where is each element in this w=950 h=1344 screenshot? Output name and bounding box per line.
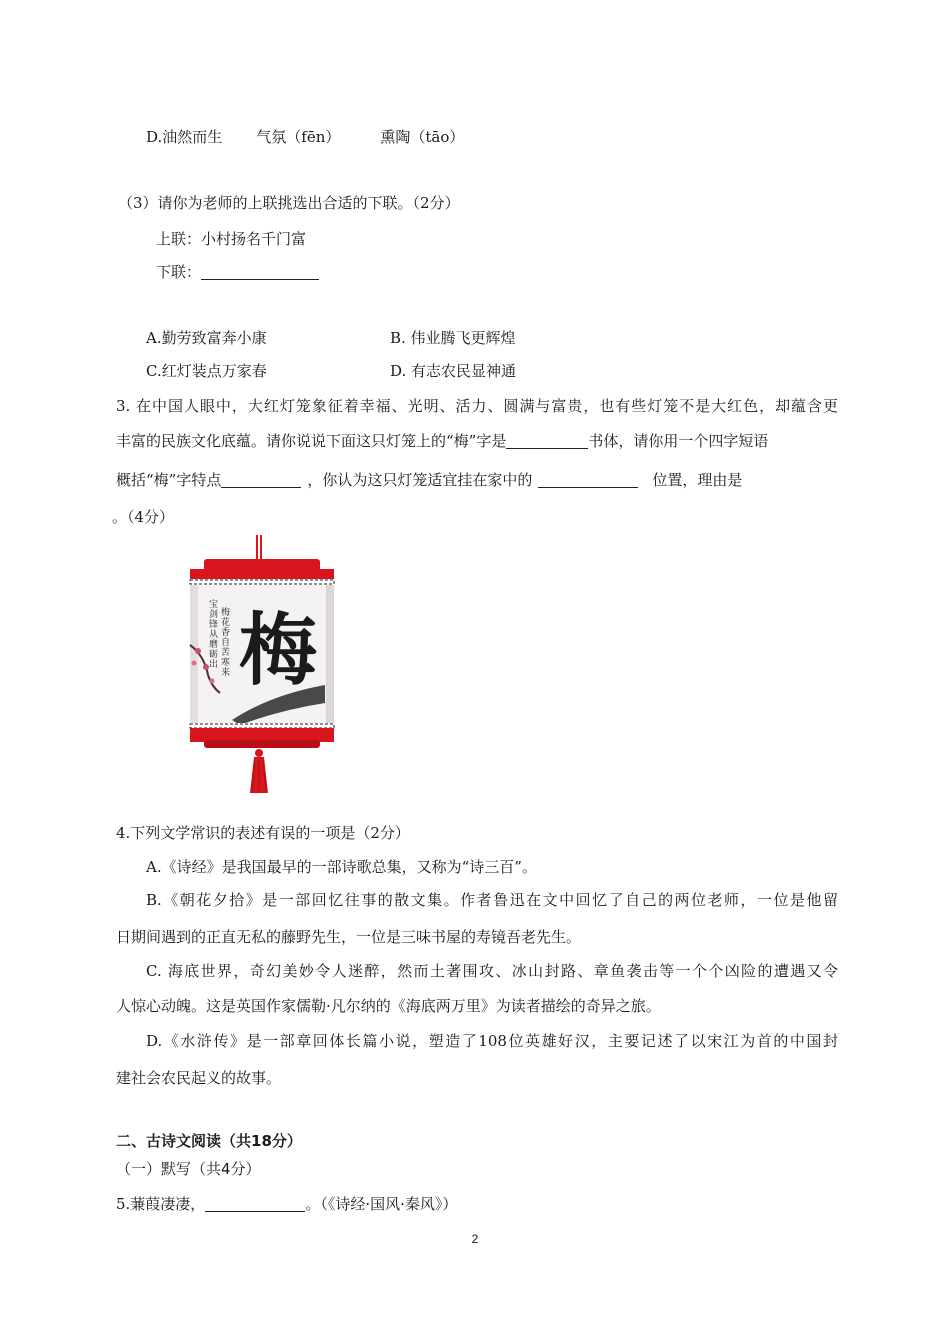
q4-option-d-line1: D.《水浒传》是一部章回体长篇小说，塑造了108位英雄好汉，主要记述了以宋江为首的中国封 [146,1032,838,1050]
lantern-character: 梅 [238,605,318,696]
q2-3-answer-blank[interactable] [201,264,319,280]
q3-feature-blank[interactable] [221,472,301,488]
q3-line3-text-c: 位置，理由是 [652,471,743,489]
q5-line [116,1194,457,1214]
q3-line3-text-a: 概括“梅”字特点 [116,471,222,489]
lantern-image [120,535,400,797]
prev-option-d-word2: 气氛（fēn） [256,128,341,146]
prev-option-d-word1: D.油然而生 [146,128,223,146]
q2-3-option-a: A.勤劳致富奔小康 [146,329,267,347]
q4-option-d-line2: 建社会农民起义的故事。 [116,1069,282,1087]
q3-line2 [116,431,768,451]
q5-answer-blank[interactable] [205,1196,305,1212]
q3-line2-text-a: 丰富的民族文化底蕴。请你说说下面这只灯笼上的“梅”字是 [116,432,507,450]
q2-3-option-b: B. 伟业腾飞更辉煌 [390,329,516,347]
page-number: 2 [471,1232,479,1246]
q3-line4: 。（4分） [112,508,175,526]
q3-line3-text-b: ，你认为这只灯笼适宜挂在家中的 [307,471,533,489]
q2-3-option-d: D. 有志农民显神通 [390,362,517,380]
q4-option-b-line1: B.《朝花夕拾》是一部回忆往事的散文集。作者鲁迅在文中回忆了自己的两位老师，一位是他留 [146,891,838,909]
lantern-verse-col2: 梅花香自苦寒来 [219,607,229,677]
lantern-bottom-cap [190,728,334,742]
q3-style-blank[interactable] [506,433,588,449]
q2-3-prompt: （3）请你为老师的上联挑选出合适的下联。（2分） [118,194,460,212]
q4-prompt: 4.下列文学常识的表述有误的一项是（2分） [116,824,410,842]
q3-line3 [116,470,742,490]
prev-option-d-word3: 熏陶（tāo） [380,128,465,146]
section2-heading: 二、古诗文阅读（共18分） [116,1132,302,1150]
lantern-verse-col1: 宝剑锋从磨砺出 [207,599,217,669]
q4-option-a: A.《诗经》是我国最早的一部诗歌总集，又称为“诗三百”。 [146,858,537,876]
prev-option-d [146,127,464,147]
q3-position-blank[interactable] [538,472,638,488]
q5-text-b: 。（《诗经·国风·秦风》） [305,1195,458,1213]
q4-option-c-line1: C. 海底世界，奇幻美妙令人迷醉，然而土著围攻、冰山封路、章鱼袭击等一个个凶险的遭遇又令 [146,962,838,980]
q2-3-option-c: C.红灯装点万家春 [146,362,267,380]
q2-3-upper-line: 上联：小村扬名千门富 [156,230,307,248]
q2-3-lower-line [156,262,319,282]
q3-line2-text-b: 书体，请你用一个四字短语 [588,432,769,450]
q3-line1: 3. 在中国人眼中，大红灯笼象征着幸福、光明、活力、圆满与富贵，也有些灯笼不是大红色，却蕴含更 [116,397,838,415]
q2-3-lower-line-label: 下联： [156,263,202,281]
q4-option-b-line2: 日期间遇到的正直无私的藤野先生，一位是三味书屋的寿镜吾老先生。 [116,928,582,946]
q4-option-c-line2: 人惊心动魄。这是英国作家儒勒·凡尔纳的《海底两万里》为读者描绘的奇异之旅。 [116,997,661,1015]
q5-text-a: 5.蒹葭凄凄， [116,1195,206,1213]
section2-subheading: （一）默写（共4分） [116,1160,261,1178]
